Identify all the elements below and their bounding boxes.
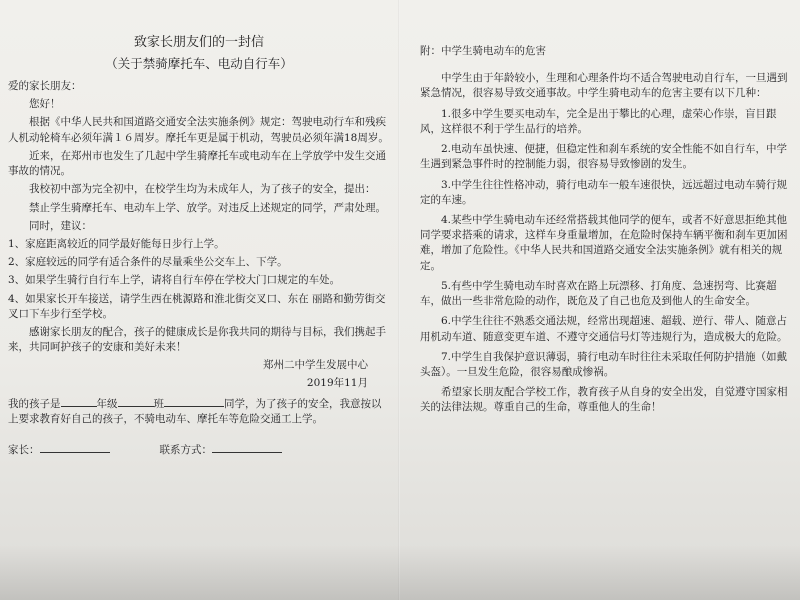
contact-field (160, 441, 283, 458)
reply-slip (8, 395, 390, 459)
paragraph-thanks: 感谢家长朋友的配合，孩子的健康成长是你我共同的期待与目标，我们携起手来，共同呵护孩子的安康和美好未来！ (8, 326, 386, 354)
paragraph-regulation: 根据《中华人民共和国道路交通安全法实施条例》规定：驾驶电动行车和残疾人机动轮椅车必须年满１６周岁。摩托车更是属于机动，驾驶员必须年满18周岁。 (8, 116, 389, 144)
parent-blank[interactable] (40, 441, 110, 453)
hazard-item: 7.中学生自我保护意识薄弱，骑行电动车时往往未采取任何防护措施（如戴头盔）。一旦发生危险，很容易酿成惨祸。 (420, 350, 788, 378)
form-class: 班 (153, 397, 164, 410)
form-rest: 同学，为了孩子的安全，我意按以上要求教育好自己的孩子，不骑电动车、摩托车等危险交通工上学。 (8, 397, 382, 426)
suggestion-item: 1、家庭距离较近的同学最好能每日步行上学。 (8, 237, 225, 250)
hazard-item: 6.中学生往往不熟悉交通法规，经常出现超速、超载、逆行、带人、随意占用机动车道、随意变更车道、不遵守交通信号灯等违规行为，造成极大的危险。 (420, 315, 788, 343)
page-fold (398, 0, 400, 600)
hazard-item: 5.有些中学生骑电动车时喜欢在路上玩漂移、打角度、急速拐弯、比赛超车，做出一些非常危险的动作，既危及了自己也危及到他人的生命安全。 (420, 279, 777, 308)
hazard-item: 1.很多中学生要买电动车，完全是出于攀比的心理，虚荣心作崇，盲目跟风，这样很不利于学生品行的培养。 (420, 107, 777, 135)
suggestion-item: 3、如果学生骑行自行车上学，请将自行车停在学校大门口规定的车处。 (8, 274, 341, 287)
hazard-item: 2.电动车虽快速、便捷，但稳定性和刹车系统的安全性能不如自行车，中学生遇到紧急事件时的控制能力弱，很容易导致惨剧的发生。 (420, 143, 788, 171)
contact-blank[interactable] (212, 441, 282, 453)
parent-field (8, 441, 110, 458)
appendix-closing: 希望家长朋友配合学校工作，教育孩子从自身的安全出发，自觉遵守国家相关的法律法规。尊重自己的生命，尊重他人的生命！ (420, 386, 788, 414)
appendix-heading: 附：中学生骑电动车的危害 (420, 45, 546, 57)
letter-title: 致家长朋友们的一封信 (133, 35, 264, 50)
form-prefix: 我的孩子是 (8, 397, 61, 410)
paragraph-suggest: 同时，建议： (29, 219, 92, 232)
form-grade: 年级 (96, 397, 118, 410)
class-blank[interactable] (118, 395, 154, 407)
greeting: 爱的家长朋友： (8, 79, 82, 92)
hazard-item: 3.中学生往往性格冲动，骑行电动车一般车速很快，远远超过电动车骑行规定的车速。 (420, 178, 788, 206)
paragraph-accidents: 近来，在郑州市也发生了几起中学生骑摩托车或电动车在上学放学中发生交通事故的情况。 (8, 149, 386, 178)
paragraph-prohibition: 禁止学生骑摩托车、电动车上学、放学。对违反上述规定的同学，严肃处理。 (29, 201, 386, 214)
appendix-right-column (420, 44, 792, 421)
letter-subtitle: （关于禁骑摩托车、电动自行车） (105, 55, 293, 71)
hello: 您好！ (29, 98, 61, 111)
suggestion-item: 4、如果家长开车接送，请学生西在桃源路和淮北街交叉口、东在 丽路和勤劳街交叉口下车步行至学校。 (8, 292, 386, 320)
appendix-intro: 中学生由于年龄较小，生理和心理条件均不适合驾驶电动自行车，一旦遇到紧急情况，很容易导致交通事故。中学生骑电动车的危害主要有以下几种： (420, 72, 788, 100)
signature: 郑州二中学生发展中心 (263, 359, 368, 372)
hazard-item: 4.某些中学生骑电动车还经常搭载其他同学的便车，或者不好意思拒绝其他同学要求搭乘的请求，这样车身重量增加，在危险时保持车辆平衡和刹车更加困难，增加了危险性。《中华人民共和国道路交通安全法实施条例》就有相关的规定。 (420, 213, 788, 272)
signature-fields (8, 441, 390, 458)
paragraph-school: 我校初中部为完全初中，在校学生均为未成年人，为了孩子的安全，提出： (29, 183, 376, 196)
photo-shadow (0, 545, 800, 600)
letter-left-column (8, 34, 390, 459)
name-blank[interactable] (164, 395, 224, 407)
contact-label: 联系方式： (159, 444, 212, 457)
parent-label: 家长： (8, 444, 40, 457)
date: 2019年11月 (306, 376, 368, 389)
grade-blank[interactable] (61, 395, 97, 407)
suggestion-item: 2、家庭较远的同学有适合条件的尽量乘坐公交车上、下学。 (8, 256, 288, 269)
